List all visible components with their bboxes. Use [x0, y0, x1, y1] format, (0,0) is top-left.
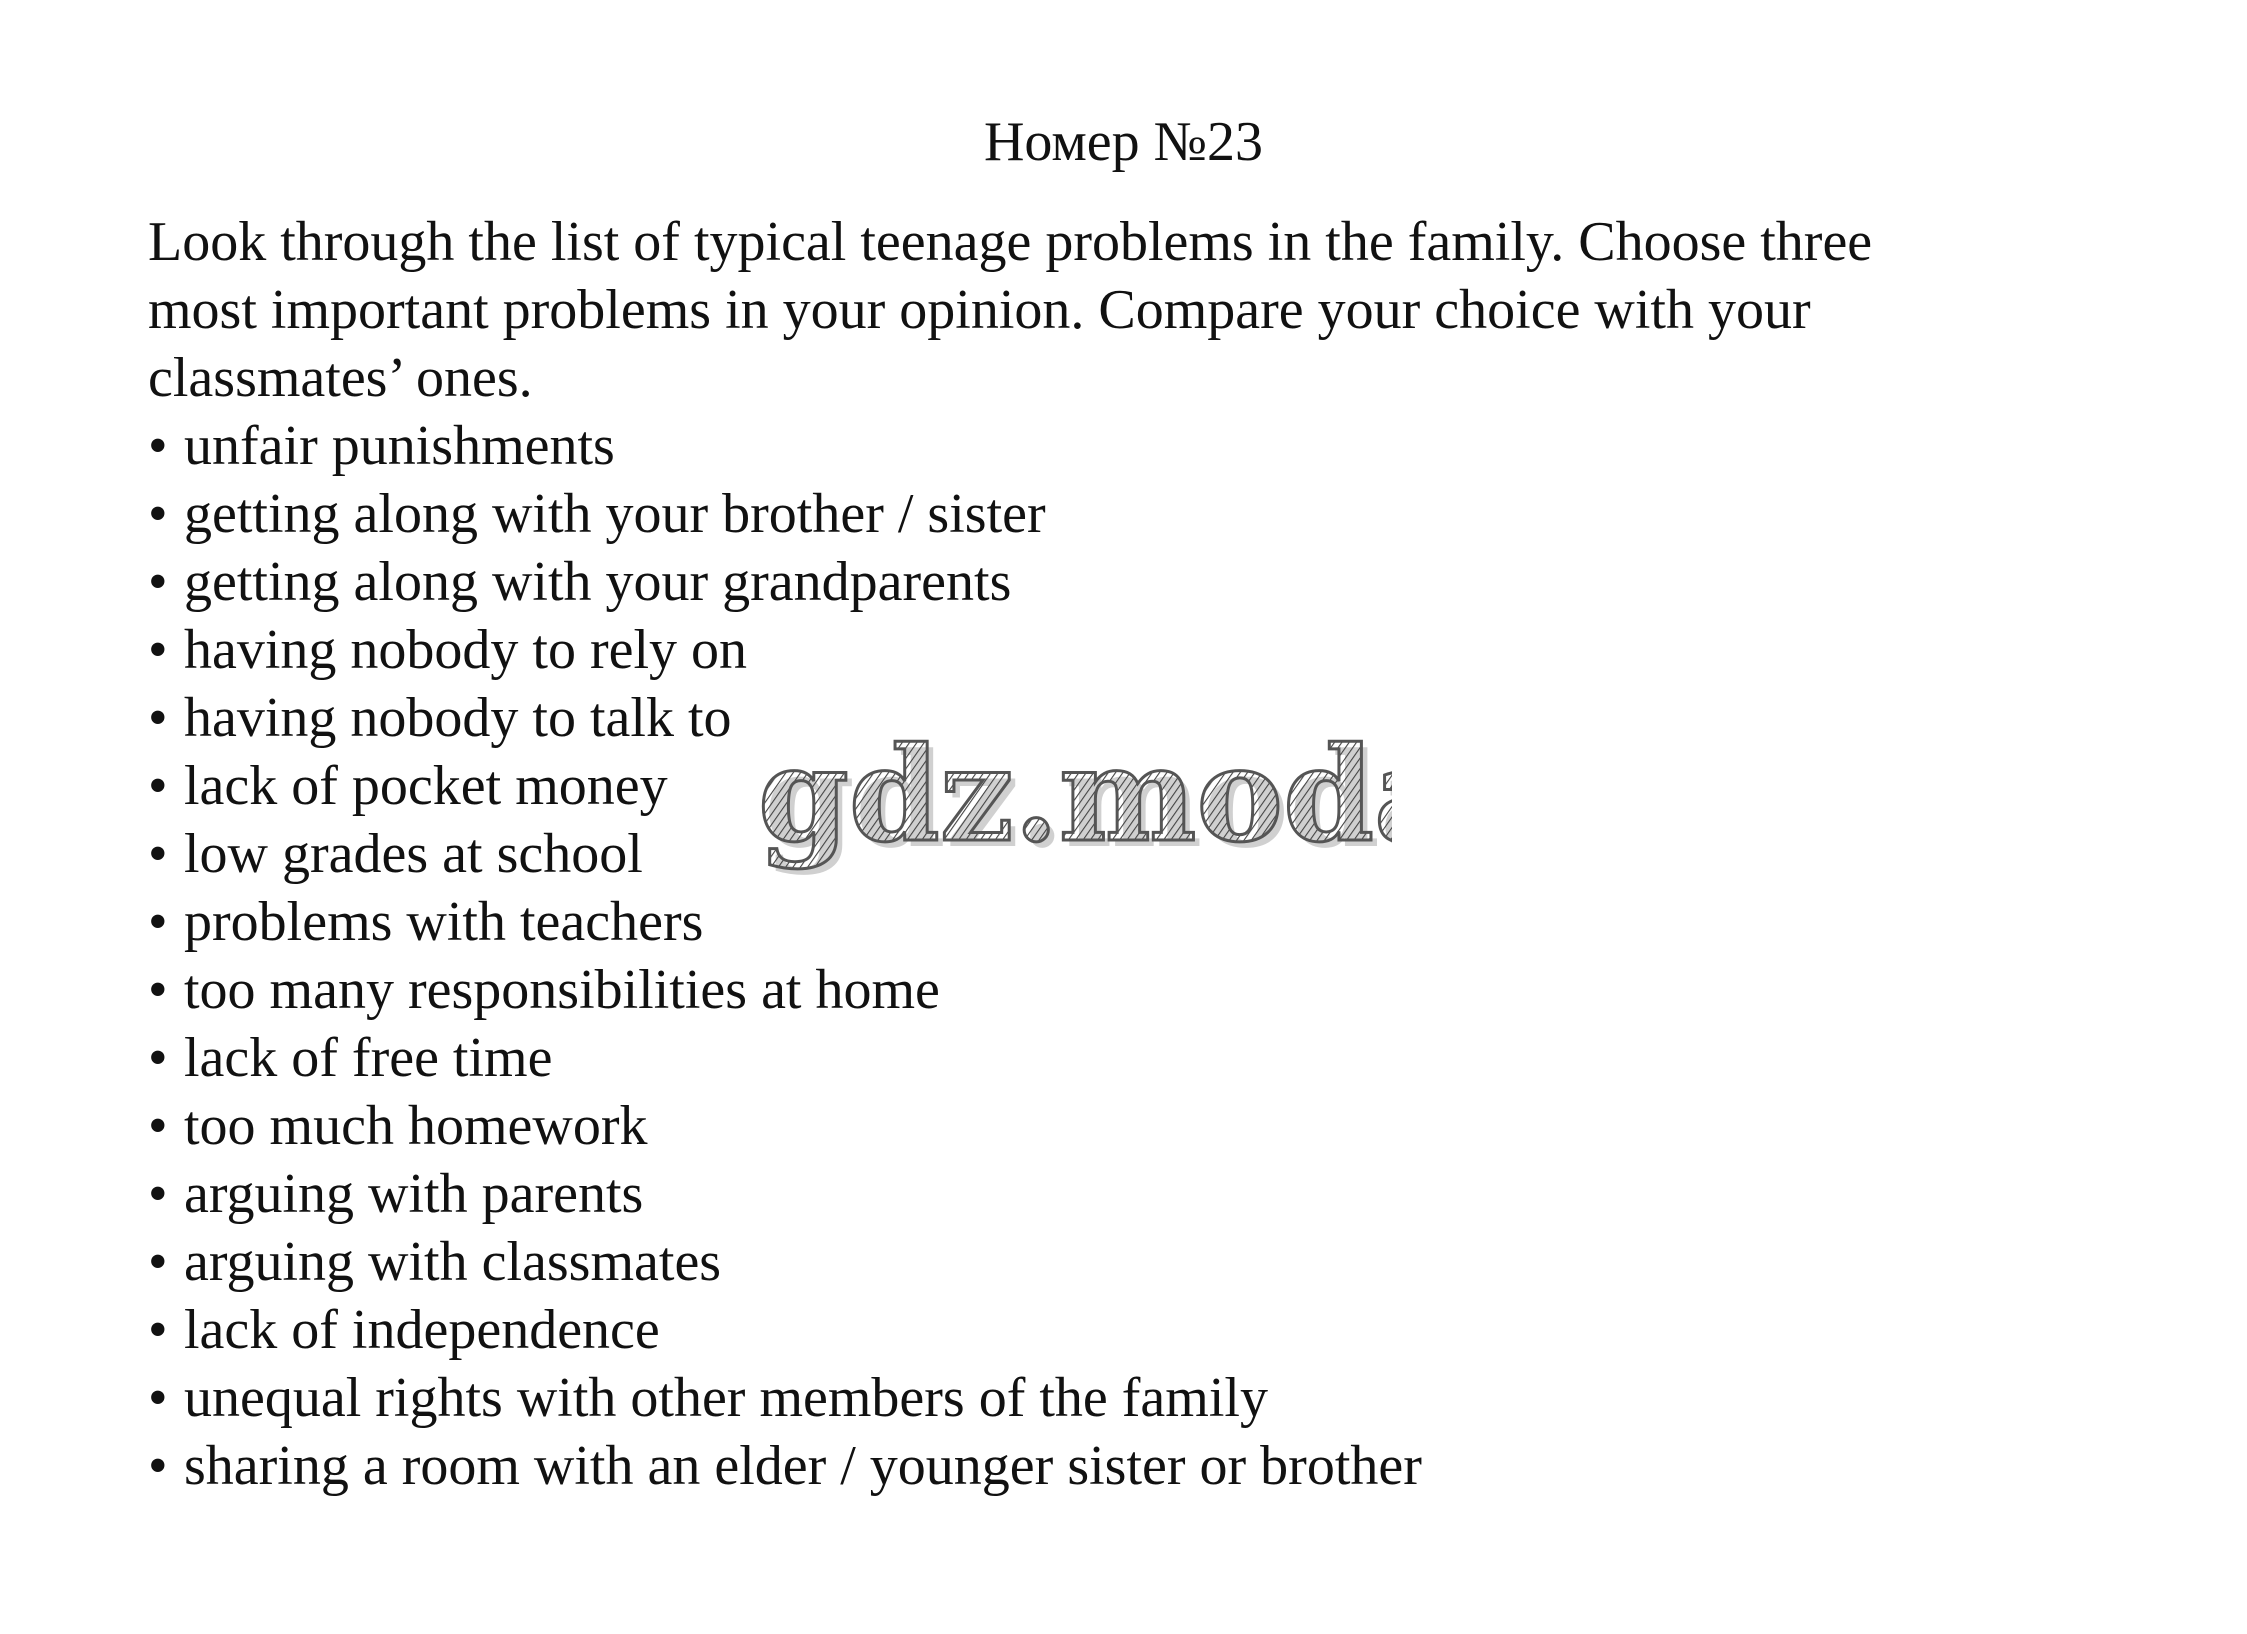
- bullet-icon: •: [148, 1231, 168, 1293]
- list-item: [148, 548, 2148, 616]
- bullet-icon: •: [148, 483, 168, 545]
- list-item-text: too many responsibilities at home: [184, 959, 940, 1021]
- list-item: [148, 752, 2148, 820]
- list-item-text: lack of free time: [184, 1027, 553, 1089]
- bullet-icon: •: [148, 891, 168, 953]
- list-item-text: arguing with classmates: [184, 1231, 722, 1293]
- list-item-text: problems with teachers: [184, 891, 704, 953]
- instruction-line: most important problems in your opinion. Compare your choice with your: [148, 279, 1811, 341]
- list-item-text: having nobody to talk to: [184, 687, 732, 749]
- instruction-line: classmates’ ones.: [148, 347, 533, 409]
- list-item-text: arguing with parents: [184, 1163, 644, 1225]
- list-item: [148, 1092, 2148, 1160]
- exercise-instructions: [148, 208, 2148, 412]
- bullet-icon: •: [148, 1027, 168, 1089]
- list-item: [148, 1228, 2148, 1296]
- list-item: [148, 684, 2148, 752]
- list-item-text: getting along with your brother / sister: [184, 483, 1046, 545]
- list-item: [148, 480, 2148, 548]
- list-item-text: getting along with your grandparents: [184, 551, 1012, 613]
- list-item: [148, 1024, 2148, 1092]
- page-title: Номер №23: [983, 111, 1264, 173]
- list-item: [148, 956, 2148, 1024]
- list-item: [148, 820, 2148, 888]
- watermark-shadow: gdz.mod: [764, 726, 1381, 877]
- bullet-icon: •: [148, 1163, 168, 1225]
- bullet-icon: •: [148, 551, 168, 613]
- list-item-text: unequal rights with other members of the family: [184, 1367, 1268, 1429]
- list-item: [148, 888, 2148, 956]
- list-item-text: low grades at school: [184, 823, 643, 885]
- list-item-text: lack of pocket money: [184, 755, 668, 817]
- bullet-icon: •: [148, 755, 168, 817]
- instruction-line: Look through the list of typical teenage problems in the family. Choose three: [148, 211, 1873, 273]
- bullet-icon: •: [148, 1299, 168, 1361]
- watermark-text: gdz.moda: [758, 726, 1392, 871]
- list-item: [148, 1296, 2148, 1364]
- bullet-icon: •: [148, 619, 168, 681]
- bullet-icon: •: [148, 687, 168, 749]
- list-item: [148, 1432, 2148, 1500]
- list-item: [148, 1364, 2148, 1432]
- list-item-text: too much homework: [184, 1095, 648, 1157]
- bullet-icon: •: [148, 415, 168, 477]
- bullet-icon: •: [148, 959, 168, 1021]
- list-item: [148, 412, 2148, 480]
- bullet-icon: •: [148, 1095, 168, 1157]
- list-item-text: sharing a room with an elder / younger sister or brother: [184, 1435, 1422, 1497]
- problem-list: [148, 412, 2148, 1500]
- list-item-text: unfair punishments: [184, 415, 615, 477]
- list-item: [148, 616, 2148, 684]
- bullet-icon: •: [148, 823, 168, 885]
- list-item-text: having nobody to rely on: [184, 619, 748, 681]
- bullet-icon: •: [148, 1435, 168, 1497]
- list-item-text: lack of independence: [184, 1299, 660, 1361]
- list-item: [148, 1160, 2148, 1228]
- bullet-icon: •: [148, 1367, 168, 1429]
- exercise-content: [148, 208, 2148, 1500]
